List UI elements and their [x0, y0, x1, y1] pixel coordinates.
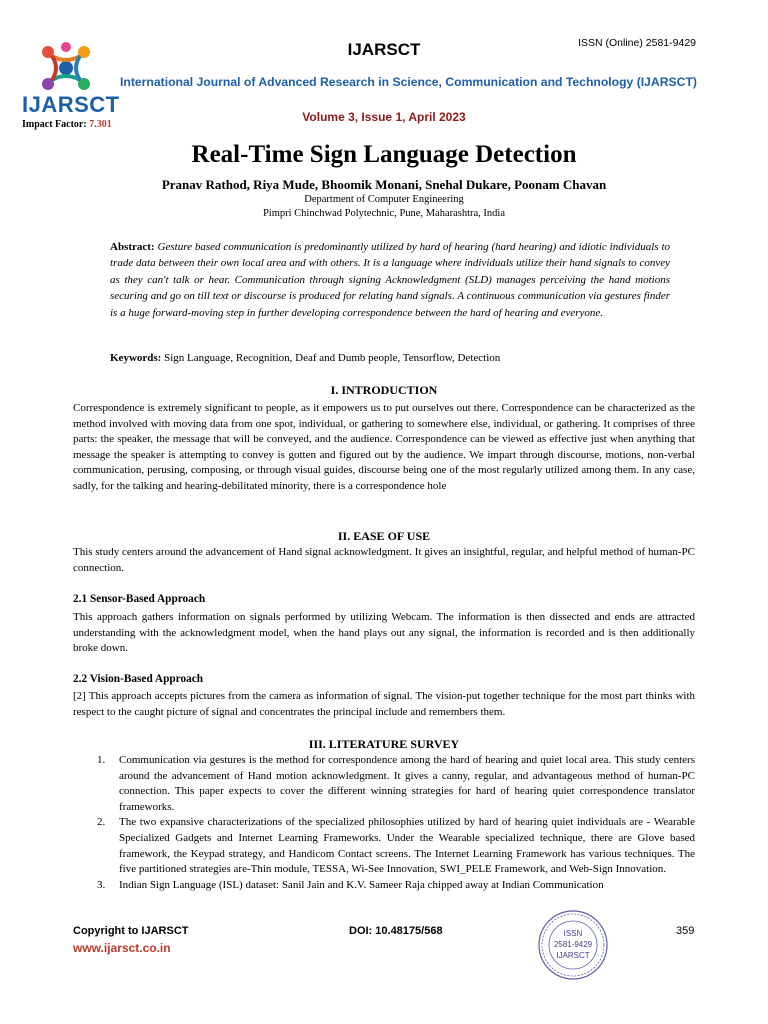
- list-item-text: Communication via gestures is the method for correspondence among the hard of hearing and quiet local area. This study centers around the advancement of Hand motion acknowledgment. It gives a canny, regular, and advantageous method of human-PC connection. This paper expects to cover the different winning strategies for hard of hearing quiet correspondence translator frameworks.: [119, 754, 695, 813]
- journal-short-name: IJARSCT: [347, 40, 421, 59]
- author-institution: Pimpri Chinchwad Polytechnic, Pune, Maharashtra, India: [262, 208, 506, 219]
- page-header: [0, 0, 768, 135]
- abstract-label: Abstract:: [110, 241, 155, 253]
- ease-of-use-paragraph: This study centers around the advancement of Hand signal acknowledgment. It gives an insightful, regular, and helpful method of human-PC connection.: [73, 546, 695, 574]
- subsection-heading-vision: 2.2 Vision-Based Approach: [73, 673, 204, 685]
- keywords-label: Keywords:: [110, 352, 162, 364]
- literature-survey-list: [73, 753, 695, 893]
- abstract-text: Gesture based communication is predominantly utilized by hard of hearing (hard hearing) and idiotic individuals to trade data between their own local area and with others. It is a language where individuals utilize their hand signals to convey as they can't talk or hear. Communication through signing Acknowledgment (SLD) manages perceiving the hand motions securing and go on till text or discourse is produced for relating hand signals. A continuous communication via gestures finder is a huge forward-moving step in further developing correspondence between the hard of hearing and everyone.: [110, 241, 671, 319]
- list-item: [73, 753, 695, 815]
- seal-issn-number: 2581-9429: [553, 940, 593, 949]
- list-item-text: Indian Sign Language (ISL) dataset: Sanil Jain and K.V. Sameer Raja chipped away at Indian Communication: [119, 878, 604, 891]
- logo-text: IJARSCT: [22, 92, 120, 117]
- list-item-text: The two expansive characterizations of the specialized philosophies utilized by hard of hearing quiet individuals are - Wearable Specialized Gadgets and Internet Learning Frameworks. Under the Wearable specialized technique, there are Glove based framework, the Keypad strategy, and Handicom Contact screens. The Internet Learning Framework has various techniques. The five partitioned strategies are-Thin module, TESSA, Wi-See Innovation, SWI_PELE Framework, and Web-Sign Innovation.: [119, 816, 695, 876]
- keywords-text: Sign Language, Recognition, Deaf and Dumb people, Tensorflow, Detection: [164, 352, 501, 364]
- subsection-heading-sensor: 2.1 Sensor-Based Approach: [73, 593, 206, 605]
- impact-value: 7.301: [89, 119, 112, 130]
- paper-authors: Pranav Rathod, Riya Mude, Bhoomik Monani, Snehal Dukare, Poonam Chavan: [161, 177, 607, 192]
- introduction-paragraph: Correspondence is extremely significant to people, as it empowers us to put ourselves out there. Correspondence can be characterized as the method involved with moving data from one spot, individual, or gathering to somewhere else, individual, or gathering. It comprises of three parts: the speaker, the message that will be conveyed, and the audience. Correspondence can be viewed as effective just when anything that message the speaker is attempting to convey is gotten and figured out by the audience. We impart through discourse, motions, non-verbal communication, perusing, composing, or through visual guides, discourse being one of the most regularly utilized among them. In any case, sadly, for the talking and hearing-debilitated minority, there is a correspondence hole: [73, 402, 695, 492]
- author-department: Department of Computer Engineering: [304, 194, 464, 205]
- section-heading-ease-of-use: II. EASE OF USE: [337, 529, 431, 543]
- section-heading-introduction: I. INTRODUCTION: [330, 383, 438, 397]
- volume-issue: Volume 3, Issue 1, April 2023: [302, 110, 466, 124]
- abstract: [110, 239, 670, 321]
- section-heading-literature-survey: III. LITERATURE SURVEY: [308, 737, 460, 751]
- sensor-paragraph: This approach gathers information on signals performed by utilizing Webcam. The information is then dissected and ends are attracted understanding with the acknowledgment model, when the hand plays out any signal, the information is recorded and is then additionally broke down.: [73, 611, 695, 655]
- seal-journal-name: IJARSCT: [556, 951, 590, 960]
- page-number: 359: [676, 925, 695, 937]
- seal-issn-label: ISSN: [563, 929, 583, 938]
- issn-seal-stamp: [537, 909, 609, 981]
- paper-title: Real-Time Sign Language Detection: [191, 141, 577, 168]
- list-item-number: 2.: [97, 816, 106, 829]
- list-item: [73, 815, 695, 877]
- vision-paragraph: [2] This approach accepts pictures from the camera as information of signal. The vision-put together technique for the most part thinks with respect to the caught picture of signal and concentrates the principal include and remembers them.: [73, 690, 695, 718]
- list-item-number: 3.: [97, 878, 106, 891]
- impact-label: Impact Factor:: [22, 119, 87, 130]
- list-item: [73, 878, 695, 894]
- footer-copyright: Copyright to IJARSCT: [73, 925, 189, 937]
- keywords: [110, 350, 670, 366]
- issn-online: ISSN (Online) 2581-9429: [578, 37, 696, 49]
- footer-website-link[interactable]: www.ijarsct.co.in: [73, 941, 171, 955]
- list-item-number: 1.: [97, 754, 106, 766]
- footer-doi: DOI: 10.48175/568: [349, 925, 443, 937]
- journal-full-name: International Journal of Advanced Research in Science, Communication and Technology (IJARSCT): [120, 75, 697, 89]
